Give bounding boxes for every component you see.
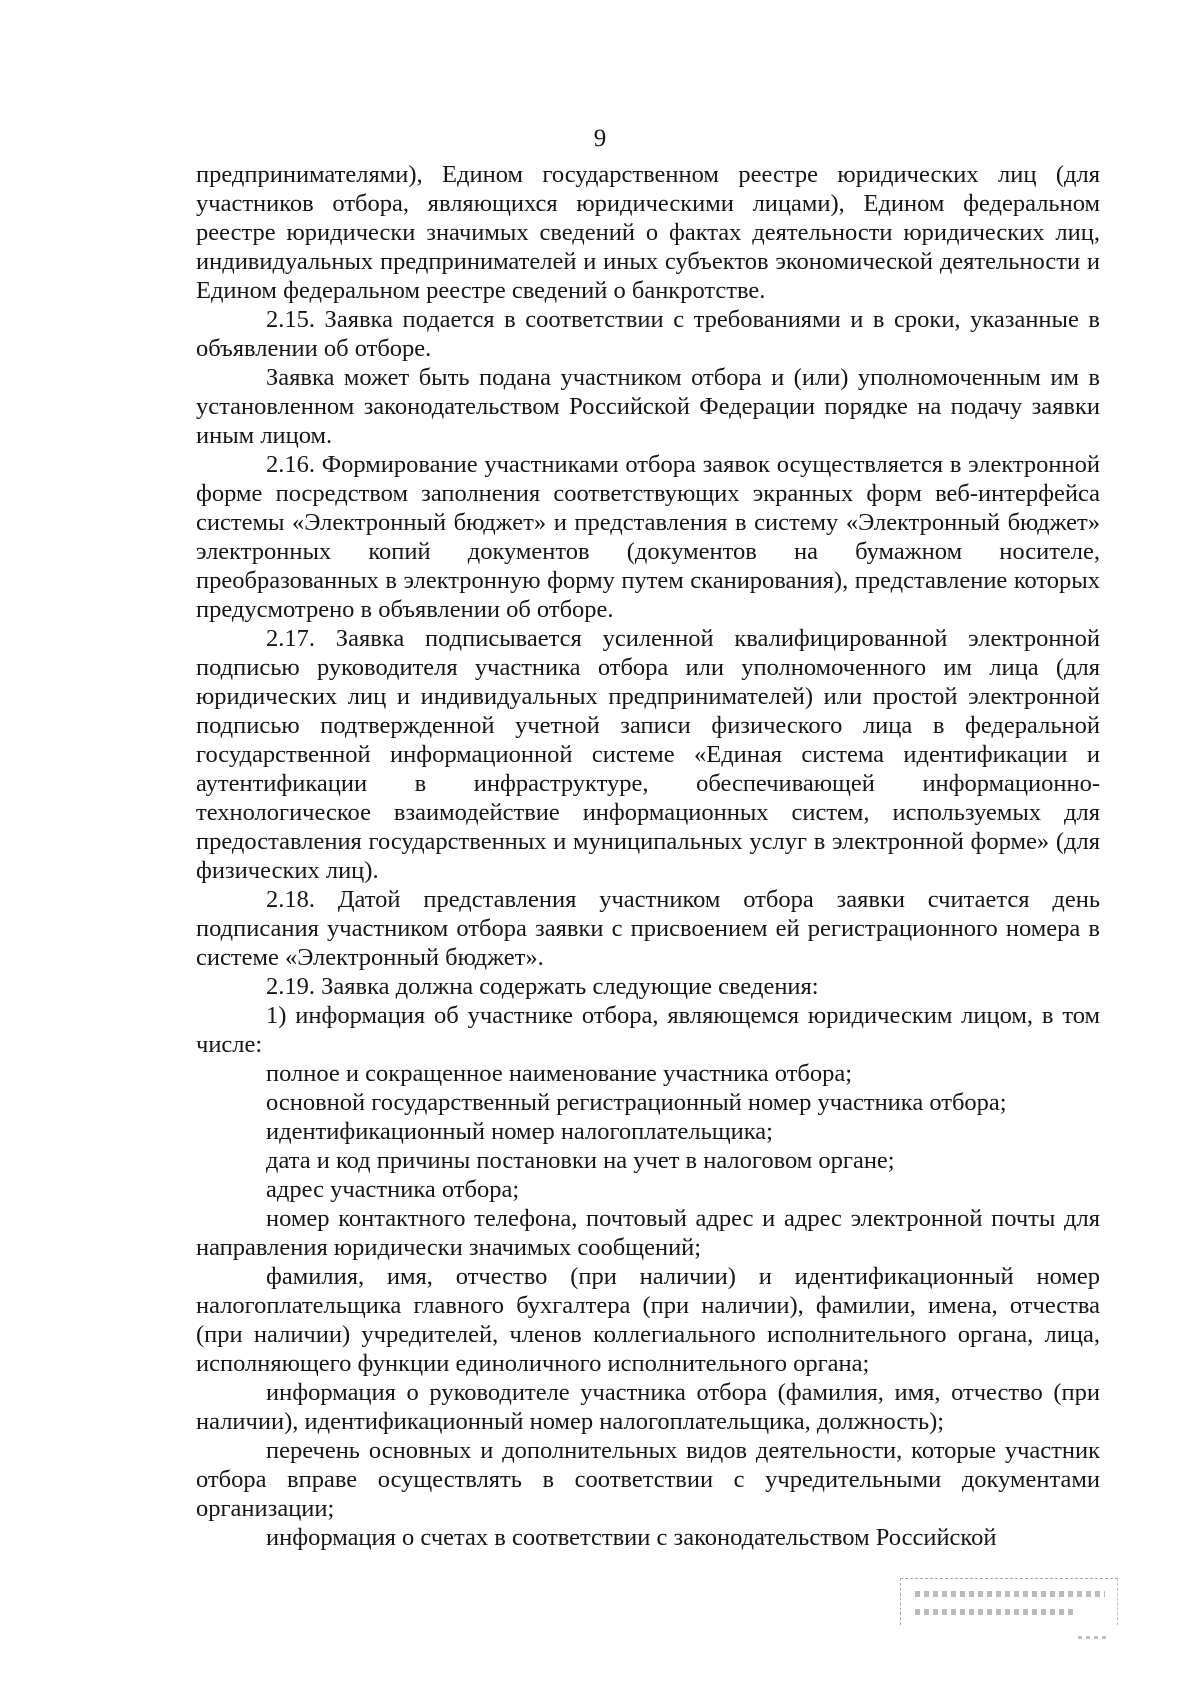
- paragraph: информация о счетах в соответствии с законодательством Российской: [266, 1524, 997, 1551]
- paragraph: предпринимателями), Едином государственном реестре юридических лиц (для участников отбора, являющихся юридическими лицами), Едином федеральном реестре юридически значимых сведений о фактах деятельности юридических лиц, индивидуальных предпринимателей и иных субъектов экономической деятельности и Едином федеральном реестре сведений о банкротстве.: [196, 161, 1100, 304]
- paragraph: 2.19. Заявка должна содержать следующие сведения:: [266, 973, 819, 1000]
- paragraph: 1) информация об участнике отбора, являющемся юридическим лицом, в том числе:: [196, 1002, 1100, 1058]
- faded-stamp: [900, 1578, 1118, 1625]
- paragraph: 2.15. Заявка подается в соответствии с требованиями и в сроки, указанные в объявлении об отборе.: [196, 306, 1100, 362]
- paragraph: фамилия, имя, отчество (при наличии) и идентификационный номер налогоплательщика главного бухгалтера (при наличии), фамилии, имена, отчества (при наличии) учредителей, членов коллегиального исполнительного органа, лица, исполняющего функции единоличного исполнительного органа;: [196, 1263, 1100, 1377]
- paragraph: адрес участника отбора;: [266, 1176, 520, 1203]
- paragraph: номер контактного телефона, почтовый адрес и адрес электронной почты для направления юридически значимых сообщений;: [196, 1205, 1100, 1261]
- paragraph: информация о руководителе участника отбора (фамилия, имя, отчество (при наличии), идентификационный номер налогоплательщика, должность);: [196, 1379, 1100, 1435]
- paragraph: 2.17. Заявка подписывается усиленной квалифицированной электронной подписью руководителя участника отбора или уполномоченного им лица (для юридических лиц и индивидуальных предпринимателей) или простой электронной подписью подтвержденной учетной записи физического лица в федеральной государственной информационной системе «Единая система идентификации и аутентификации в инфраструктуре, обеспечивающей информационно-технологическое взаимодействие информационных систем, используемых для предоставления государственных и муниципальных услуг в электронной форме» (для физических лиц).: [196, 625, 1100, 884]
- scan-mark: [1078, 1636, 1108, 1639]
- stamp-text-line: [915, 1591, 1105, 1597]
- paragraph: Заявка может быть подана участником отбора и (или) уполномоченным им в установленном законодательством Российской Федерации порядке на подачу заявки иным лицом.: [196, 364, 1100, 449]
- paragraph: 2.16. Формирование участниками отбора заявок осуществляется в электронной форме посредством заполнения соответствующих экранных форм веб-интерфейса системы «Электронный бюджет» и представления в систему «Электронный бюджет» электронных копий документов (документов на бумажном носителе, преобразованных в электронную форму путем сканирования), представление которых предусмотрено в объявлении об отборе.: [196, 451, 1100, 623]
- paragraph: дата и код причины постановки на учет в налоговом органе;: [266, 1147, 895, 1174]
- paragraph: идентификационный номер налогоплательщика;: [266, 1118, 773, 1145]
- paragraph: 2.18. Датой представления участником отбора заявки считается день подписания участником отбора заявки с присвоением ей регистрационного номера в системе «Электронный бюджет».: [196, 886, 1100, 971]
- paragraph: основной государственный регистрационный номер участника отбора;: [266, 1089, 1007, 1116]
- page-number: 9: [593, 125, 607, 152]
- document-body: [196, 160, 1100, 1552]
- paragraph: полное и сокращенное наименование участника отбора;: [266, 1060, 853, 1087]
- paragraph: перечень основных и дополнительных видов деятельности, которые участник отбора вправе осуществлять в соответствии с учредительными документами организации;: [196, 1437, 1100, 1522]
- stamp-text-line: [915, 1609, 1077, 1615]
